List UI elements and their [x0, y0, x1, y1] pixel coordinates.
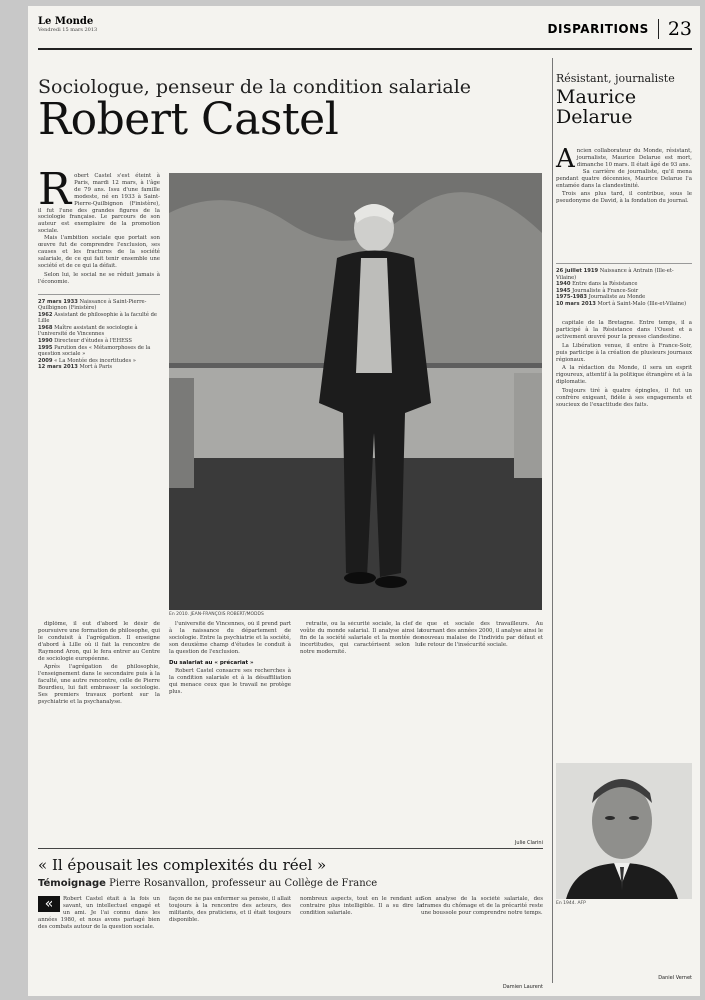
lead-column: [38, 164, 160, 371]
masthead-logo: Le Monde: [38, 16, 94, 27]
bio-item: 1968 Maître assistant de sociologie à l'université de Vincennes: [38, 324, 138, 338]
page-number: 23: [667, 18, 692, 40]
sidebar-headline: Maurice Delarue: [556, 86, 637, 128]
bio-item: 1990 Directeur d'études à l'EHESS: [38, 338, 132, 345]
article-signature: Julie Clarini: [514, 840, 543, 846]
body-column-3: retraite, ou la sécurité sociale, la clef de voûte du monde salarial. Il analyse ainsi la fin de la société salariale et la montée des incertitudes, qui caractérisent selon lui notre modernité.: [300, 621, 422, 655]
article-kicker: Sociologue, penseur de la condition salariale: [38, 76, 472, 98]
body-column-1: diplôme, il eut d'abord le désir de poursuivre une formation de philosophe, qui le conduisit à l'agrégation. Il enseigne d'abord à Lille où il fait la rencontre de Raymond Aron, qui le fera entrer au Centre de sociologie européenne. Après l'agrégation de philosophie, l'enseignement dans le secondaire puis à la faculté, une autre rencontre, celle de Pierre Bourdieu, lui fait embrasser la sociologie. Ses premiers travaux portent sur la psychiatrie et la psychanalyse.: [38, 621, 160, 705]
sidebar-signature: Daniel Vernet: [658, 975, 692, 981]
section-separator: [658, 19, 659, 39]
bio-item: 1975-1983 Journaliste au Monde: [556, 294, 646, 301]
photo-credit: En 2010. JEAN-FRANÇOIS ROBERT/MODDS: [169, 612, 264, 617]
body-column-2: l'université de Vincennes, où il prend part à la naissance du département de sociologie. Entre la psychiatrie et la société, son deuxième champ d'études le conduit à la question de l'exclusion. Du salariat au « précariat » Robert Castel consacre ses recherches à la condition salariale et à la désaffiliation qui menace ceux que le travail ne protège plus.: [169, 621, 291, 696]
biography-list: [38, 294, 160, 372]
sidebar-rule: [552, 58, 553, 983]
lead-text: obert Castel s'est éteint à Paris, mardi 12 mars, à l'âge de 79 ans. Issu d'une famille modeste, né en 1933 à Saint-Pierre-Quilbignon (Finistère), il fut l'une des grandes figures de la sociologie française. Le parcours de son auteur est exemplaire de la promotion sociale.: [38, 173, 160, 235]
testimony-signature: Damien Laurent: [502, 984, 543, 990]
bio-item: 2009 « La Montée des incertitudes »: [38, 357, 136, 364]
body-column-4: que et sociale des travailleurs. Au tournant des années 2000, il analyse ainsi le nouveau malaise de l'individu par défaut et le retour de l'insécurité sociale.: [421, 621, 543, 648]
testimony-column-2: façon de ne pas enfermer sa pensée, il allait toujours à la rencontre des acteurs, des militants, des praticiens, et il était toujours disponible.: [169, 896, 291, 923]
bio-item: 1962 Assistant de philosophie à la faculté de Lille: [38, 311, 157, 325]
bio-item: 27 mars 1933 Naissance à Saint-Pierre-Quilbignon (Finistère): [38, 298, 147, 312]
testimony-column-4: Son analyse de la société salariale, des drames du chômage et de la précarité reste une boussole pour comprendre notre temps.: [421, 896, 543, 916]
masthead-date: Vendredi 15 mars 2013: [38, 27, 98, 33]
section-bar: [548, 18, 692, 40]
portrait-photo-robert-castel: [169, 173, 542, 610]
sidebar-body-end: [556, 910, 692, 972]
drop-cap: R: [38, 164, 72, 215]
quote-rule: [38, 848, 543, 849]
testimony-column-3: nombreux aspects, tout en le rendant au contraire plus intelligible. Il a su dire la condition salariale.: [300, 896, 422, 916]
lead-paragraph-3: Selon lui, le social ne se réduit jamais à l'économie.: [38, 271, 160, 285]
masthead: [38, 16, 97, 33]
sidebar-drop-cap: A: [556, 144, 575, 174]
section-name: DISPARITIONS: [547, 22, 649, 36]
main-article: [38, 58, 548, 990]
lead-paragraph: [38, 164, 160, 286]
sidebar-body: capitale de la Bretagne. Entre temps, il a participé à la Résistance dans l'Ouest et a activement œuvré pour la presse clandestine. La Libération venue, il entre à France-Soir, puis participe à la création de plusieurs journaux régionaux. A la rédaction du Monde, il sera un esprit rigoureux, attentif à la politique étrangère et à la diplomatie. Toujours tiré à quatre épingles, il fut un confrère exigeant, fidèle à ses engagements et soucieux de l'exactitude des faits.: [556, 320, 692, 408]
portrait-credit: En 1944. AFP: [556, 901, 586, 906]
newspaper-page: [28, 6, 700, 996]
testimony-byline: Témoignage Pierre Rosanvallon, professeur au Collège de France: [38, 878, 378, 889]
portrait-photo-maurice-delarue: [556, 763, 692, 899]
testimony-column-1: « Robert Castel était à la fois un savant, un intellectuel engagé et un ami. Je l'ai connu dans les années 1980, et nous avons partagé bien des combats autour de la question sociale.: [38, 896, 160, 930]
lead-paragraph-2: Mais l'ambition sociale que portait son œuvre fut de comprendre l'exclusion, ses causes et les fractures de la société salariale, de ce qui fait tenir ensemble une société et de ce qui la défait.: [38, 235, 160, 269]
bio-item: 10 mars 2013 Mort à Saint-Malo (Ille-et-Vilaine): [556, 300, 687, 307]
bio-item: 26 juillet 1919 Naissance à Antrain (Ille-et-Vilaine): [556, 268, 674, 281]
bio-item: 12 mars 2013 Mort à Paris: [38, 364, 113, 371]
sidebar-biography-list: [556, 263, 692, 308]
testimony-title: « Il épousait les complexités du réel »: [38, 856, 327, 874]
sidebar-kicker: Résistant, journaliste: [556, 72, 675, 85]
bio-item: 1940 Entre dans la Résistance: [556, 281, 638, 288]
top-rule: [38, 48, 692, 50]
sidebar-article: [556, 58, 692, 983]
testimony-body: [38, 896, 543, 981]
sidebar-intro: Ancien collaborateur du Monde, résistant, journaliste, Maurice Delarue est mort, dimanche 10 mars. Il était âgé de 93 ans. Sa carrière de journaliste, qu'il mena pendant quatre décennies, Maurice Delarue l'a entamée dans la clandestinité. Trois ans plus tard, il contribue, sous le pseudonyme de David, à la fondation du journal.: [556, 144, 692, 205]
bio-item: 1995 Parution des « Métamorphoses de la question sociale »: [38, 344, 151, 358]
quote-mark-icon: «: [38, 896, 60, 912]
article-body: [38, 621, 543, 836]
bio-item: 1945 Journaliste à France-Soir: [556, 287, 639, 294]
article-headline: Robert Castel: [38, 94, 339, 145]
body-subheading: Du salariat au « précariat »: [169, 659, 254, 666]
